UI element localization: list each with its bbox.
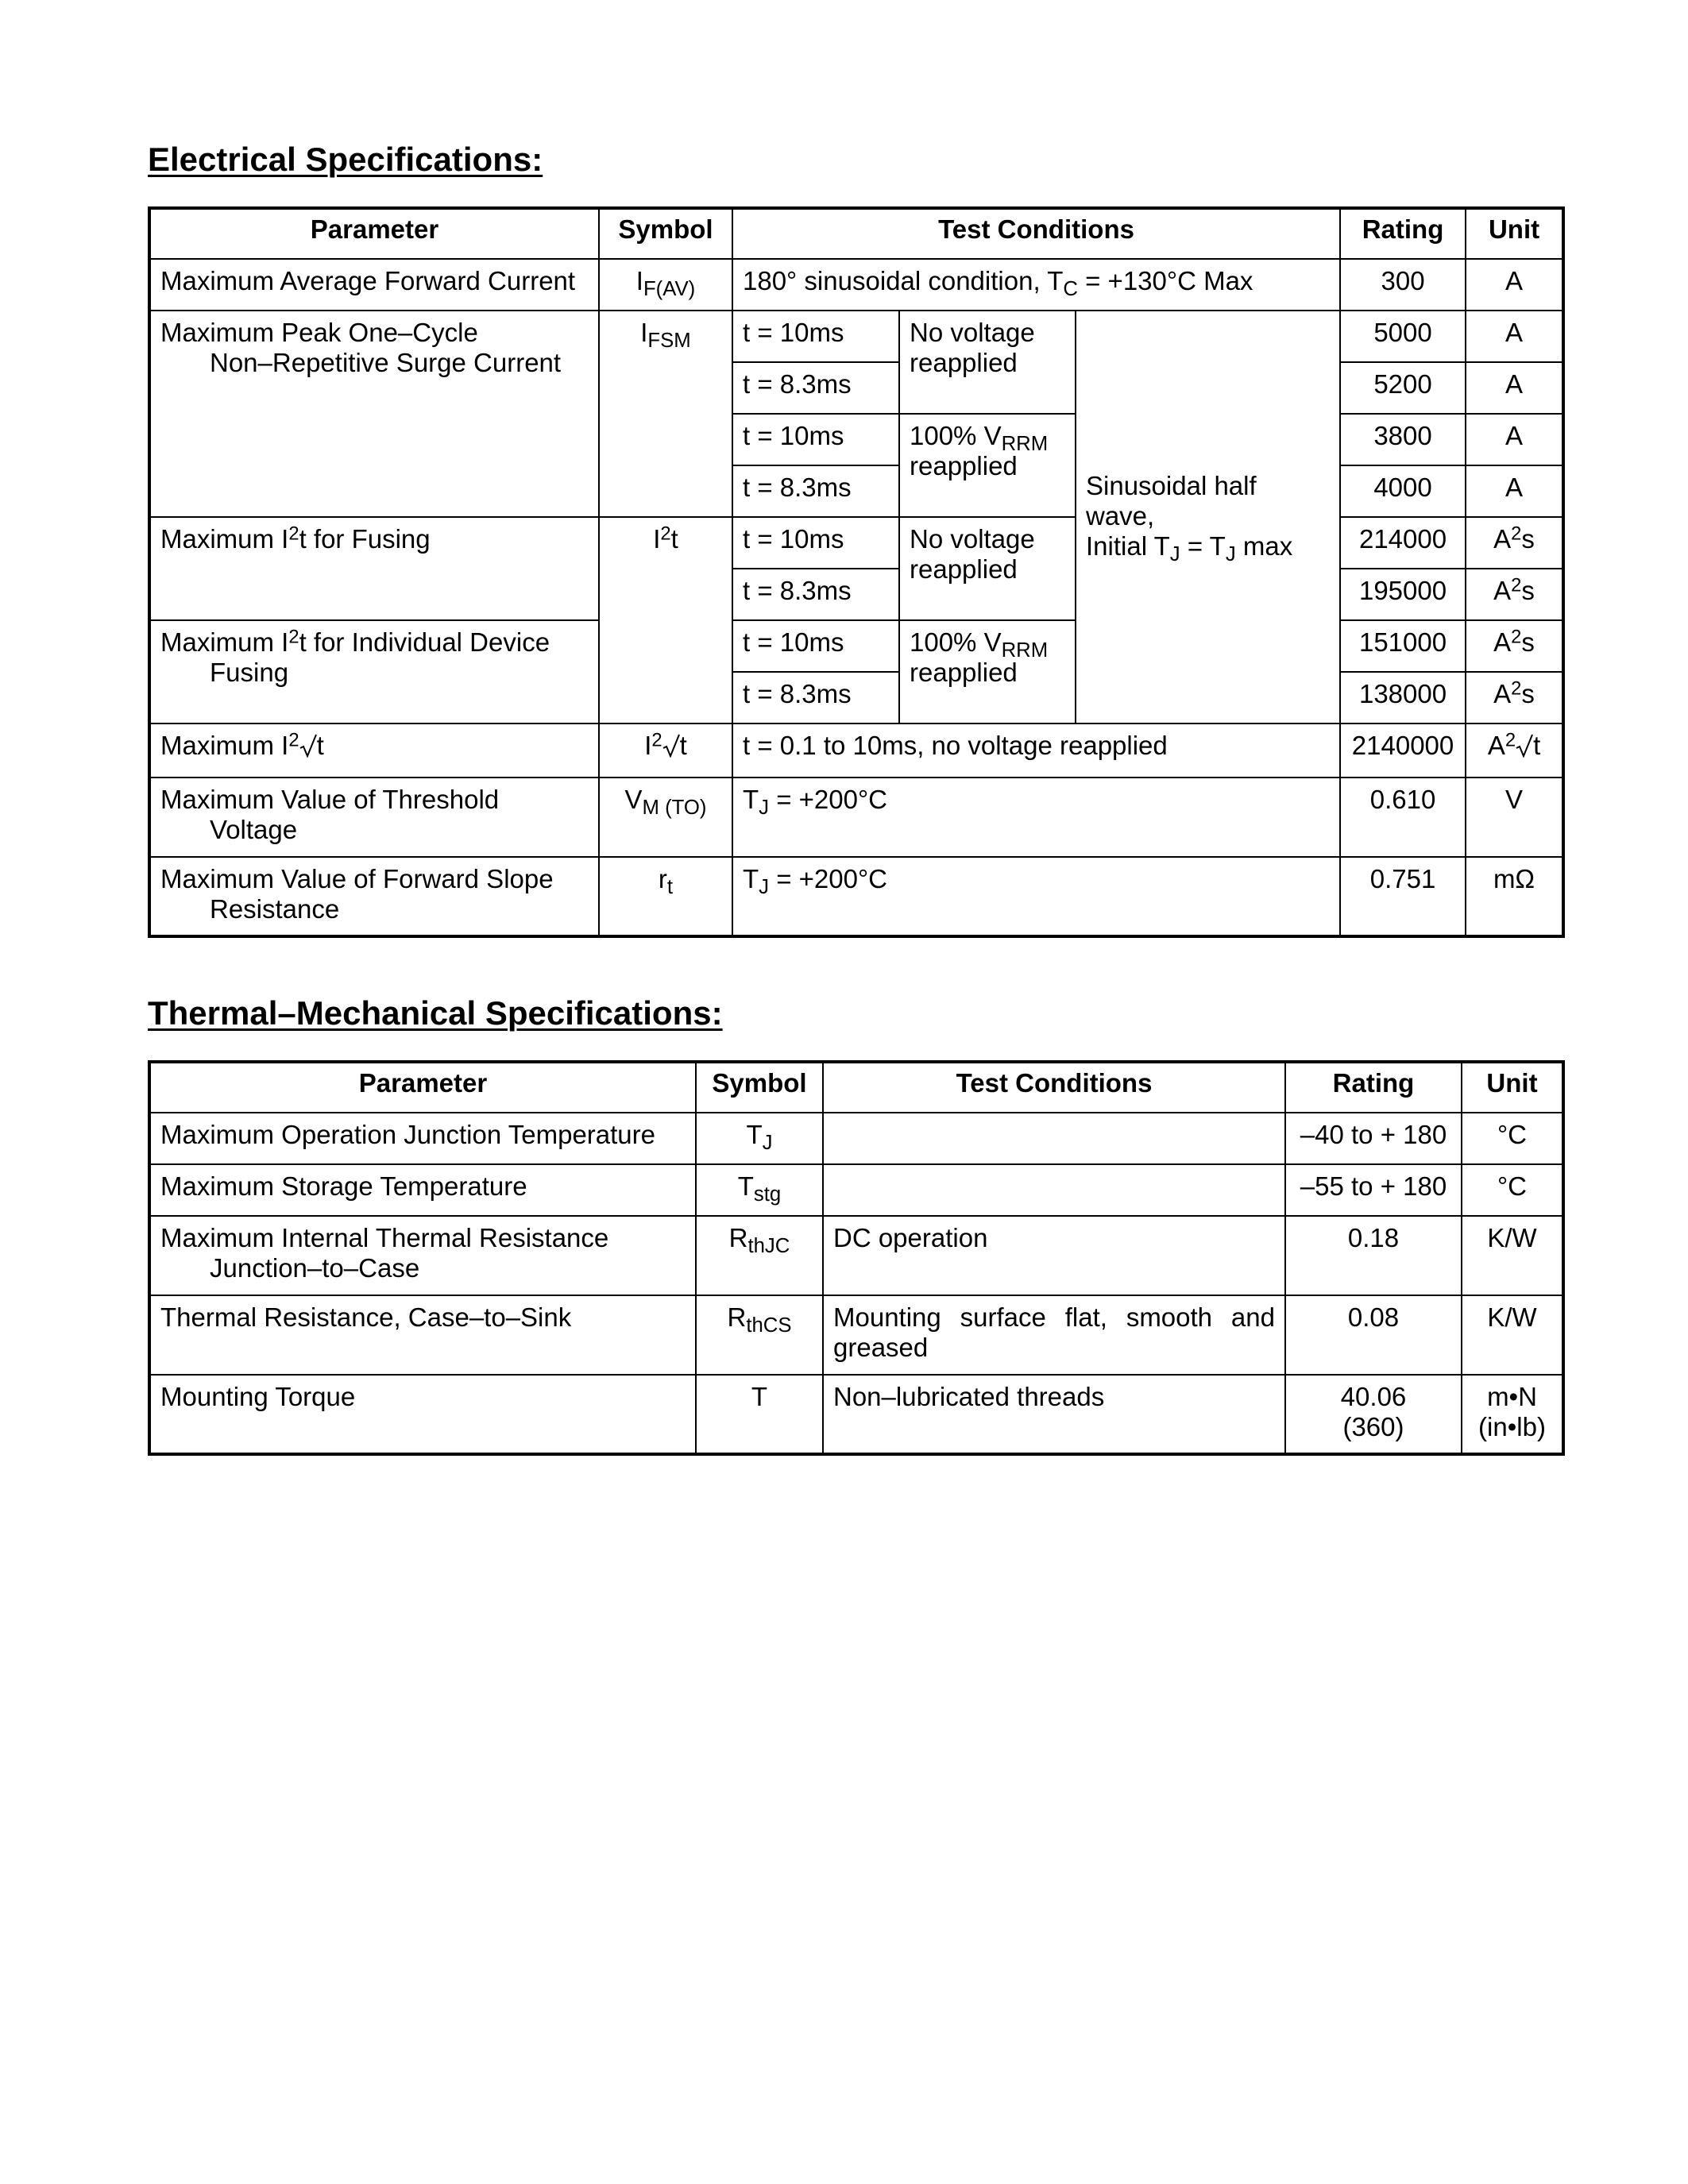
- rating-surge: 4000: [1340, 465, 1466, 517]
- unit-cell: °C: [1462, 1113, 1563, 1164]
- header-symbol: Symbol: [696, 1062, 823, 1113]
- condition-cell: DC operation: [823, 1216, 1285, 1295]
- cond-no-voltage: No voltage reapplied: [899, 311, 1076, 414]
- cond-time: t = 10ms: [732, 517, 899, 569]
- param-i2t-device-fusing: Maximum $I^2t$ for Individual Device Fusing: [149, 620, 599, 723]
- unit-forward-slope-resistance: mΩ: [1466, 857, 1563, 936]
- header-symbol: Symbol: [599, 208, 732, 259]
- rating-surge: 5000: [1340, 311, 1466, 362]
- symbol-ifav: $I_{F(AV)}$: [599, 259, 732, 311]
- cond-time: t = 8.3ms: [732, 672, 899, 723]
- symbol-i2-sqrt-t: $I^2$ t: [599, 723, 732, 778]
- cond-time: t = 10ms: [732, 620, 899, 672]
- table-row: [149, 857, 1563, 936]
- sqrt-symbol-icon: [662, 731, 680, 761]
- cond-avg-forward-current: 180° sinusoidal condition, $T_C = +130^\circ C$ Max: [732, 259, 1340, 311]
- symbol-ifsm: $I_{FSM}$: [599, 311, 732, 517]
- rating-surge: 3800: [1340, 414, 1466, 465]
- symbol-cell: $R_{thJC}$: [696, 1216, 823, 1295]
- rating-device-fusing: 151000: [1340, 620, 1466, 672]
- header-rating: Rating: [1340, 208, 1466, 259]
- table-row: [149, 620, 1563, 672]
- param-threshold-voltage: Maximum Value of Threshold Voltage: [149, 778, 599, 857]
- condition-cell: [823, 1113, 1285, 1164]
- param-i2-sqrt-t: Maximum $I^2$ t: [149, 723, 599, 778]
- table-row: [149, 1113, 1563, 1164]
- cond-vrrm-reapplied: 100% $V_{RRM}$ reapplied: [899, 620, 1076, 723]
- param-peak-surge-current: Maximum Peak One–Cycle Non–Repetitive Surge Current: [149, 311, 599, 517]
- table-row: [149, 1375, 1563, 1454]
- cond-time: t = 10ms: [732, 414, 899, 465]
- rating-threshold-voltage: 0.610: [1340, 778, 1466, 857]
- unit-avg-forward-current: A: [1466, 259, 1563, 311]
- header-test-conditions: Test Conditions: [823, 1062, 1285, 1113]
- rating-cell: 0.18: [1285, 1216, 1462, 1295]
- unit-cell: m•N (in•lb): [1462, 1375, 1563, 1454]
- unit-fusing: $A^2s$: [1466, 517, 1563, 569]
- sqrt-symbol-icon: [1516, 731, 1533, 761]
- symbol-cell: $T_J$: [696, 1113, 823, 1164]
- rating-cell: 0.08: [1285, 1295, 1462, 1375]
- cond-time: t = 8.3ms: [732, 362, 899, 414]
- symbol-i2t: $I^2t$: [599, 517, 732, 723]
- sqrt-symbol-icon: [299, 731, 317, 761]
- header-unit: Unit: [1462, 1062, 1563, 1113]
- header-parameter: Parameter: [149, 208, 599, 259]
- table-row: [149, 259, 1563, 311]
- cond-i2-sqrt-t: t = 0.1 to 10ms, no voltage reapplied: [732, 723, 1340, 778]
- table-header-row: [149, 208, 1563, 259]
- cond-forward-slope-resistance: $T_J = +200^\circ C$: [732, 857, 1340, 936]
- thermal-spec-table: [148, 1060, 1565, 1456]
- symbol-vm-to: $V_{M (TO)}$: [599, 778, 732, 857]
- param-avg-forward-current: Maximum Average Forward Current: [149, 259, 599, 311]
- table-row: [149, 1216, 1563, 1295]
- rating-forward-slope-resistance: 0.751: [1340, 857, 1466, 936]
- table-row: [149, 723, 1563, 778]
- table-row: [149, 1164, 1563, 1216]
- table-row: [149, 778, 1563, 857]
- header-rating: Rating: [1285, 1062, 1462, 1113]
- header-test-conditions: Test Conditions: [732, 208, 1340, 259]
- unit-threshold-voltage: V: [1466, 778, 1563, 857]
- symbol-cell: $T_{stg}$: [696, 1164, 823, 1216]
- unit-surge: A: [1466, 414, 1563, 465]
- thermal-section-title: Thermal–Mechanical Specifications:: [148, 994, 723, 1032]
- param-cell: Maximum Storage Temperature: [149, 1164, 696, 1216]
- table-row: [149, 311, 1563, 362]
- param-cell: Mounting Torque: [149, 1375, 696, 1454]
- unit-i2-sqrt-t: $A^2$ t: [1466, 723, 1563, 778]
- rating-surge: 5200: [1340, 362, 1466, 414]
- cond-time: t = 8.3ms: [732, 465, 899, 517]
- rating-fusing: 195000: [1340, 569, 1466, 620]
- unit-cell: K/W: [1462, 1216, 1563, 1295]
- unit-device-fusing: $A^2s$: [1466, 672, 1563, 723]
- unit-cell: K/W: [1462, 1295, 1563, 1375]
- electrical-spec-table: [148, 206, 1565, 938]
- unit-device-fusing: $A^2s$: [1466, 620, 1563, 672]
- cond-sinusoidal-half-wave: Sinusoidal half wave, Initial $T_J = T_J$ max: [1076, 311, 1340, 723]
- condition-cell: [823, 1164, 1285, 1216]
- symbol-cell: T: [696, 1375, 823, 1454]
- header-parameter: Parameter: [149, 1062, 696, 1113]
- param-cell: Maximum Operation Junction Temperature: [149, 1113, 696, 1164]
- unit-surge: A: [1466, 465, 1563, 517]
- table-row: [149, 517, 1563, 569]
- param-cell: Maximum Internal Thermal Resistance Junction–to–Case: [149, 1216, 696, 1295]
- rating-cell: –55 to + 180: [1285, 1164, 1462, 1216]
- table-header-row: [149, 1062, 1563, 1113]
- rating-avg-forward-current: 300: [1340, 259, 1466, 311]
- param-forward-slope-resistance: Maximum Value of Forward Slope Resistance: [149, 857, 599, 936]
- table-row: [149, 1295, 1563, 1375]
- cond-threshold-voltage: $T_J = +200^\circ C$: [732, 778, 1340, 857]
- cond-vrrm-reapplied: 100% $V_{RRM}$ reapplied: [899, 414, 1076, 517]
- param-i2t-fusing: Maximum $I^2t$ for Fusing: [149, 517, 599, 620]
- unit-cell: °C: [1462, 1164, 1563, 1216]
- rating-cell: –40 to + 180: [1285, 1113, 1462, 1164]
- unit-fusing: $A^2s$: [1466, 569, 1563, 620]
- rating-device-fusing: 138000: [1340, 672, 1466, 723]
- condition-cell: Mounting surface flat, smooth and greased: [823, 1295, 1285, 1375]
- unit-surge: A: [1466, 362, 1563, 414]
- rating-fusing: 214000: [1340, 517, 1466, 569]
- cond-no-voltage: No voltage reapplied: [899, 517, 1076, 620]
- cond-time: t = 10ms: [732, 311, 899, 362]
- electrical-section-title: Electrical Specifications:: [148, 141, 543, 178]
- cond-time: t = 8.3ms: [732, 569, 899, 620]
- unit-surge: A: [1466, 311, 1563, 362]
- symbol-rt: $r_t$: [599, 857, 732, 936]
- header-unit: Unit: [1466, 208, 1563, 259]
- symbol-cell: $R_{thCS}$: [696, 1295, 823, 1375]
- rating-i2-sqrt-t: 2140000: [1340, 723, 1466, 778]
- rating-cell: 40.06 (360): [1285, 1375, 1462, 1454]
- condition-cell: Non–lubricated threads: [823, 1375, 1285, 1454]
- param-cell: Thermal Resistance, Case–to–Sink: [149, 1295, 696, 1375]
